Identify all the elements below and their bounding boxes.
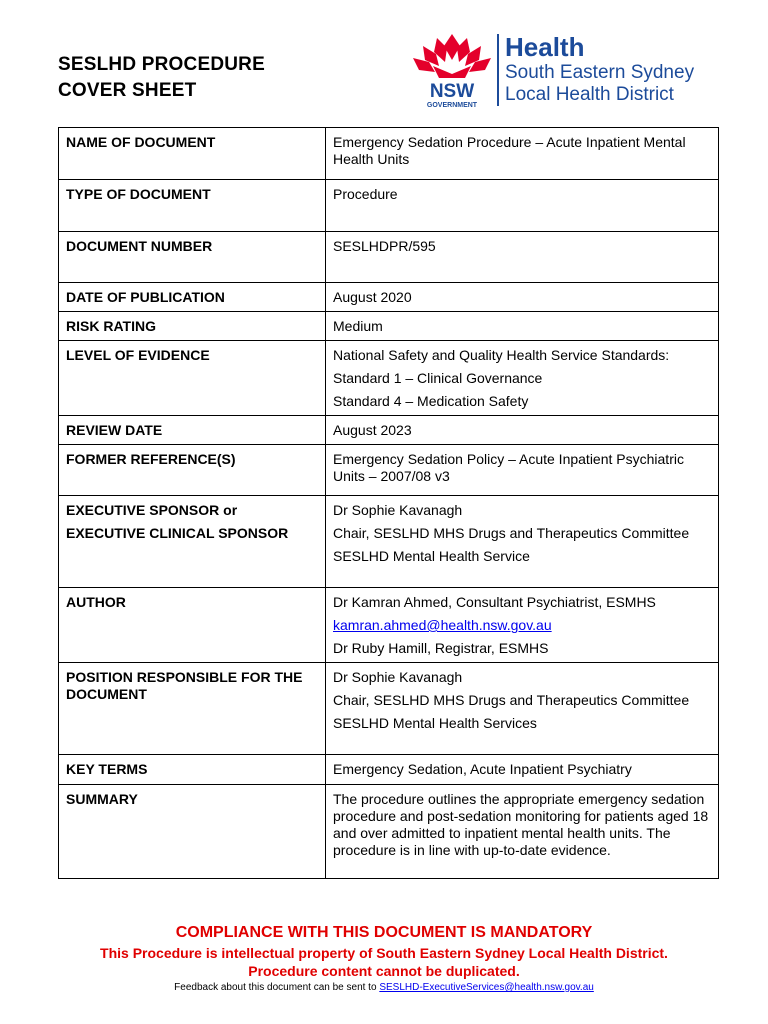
table-row [59,180,719,232]
table-row [59,283,719,312]
ip-notice-line-2: Procedure content cannot be duplicated. [248,963,520,979]
ip-notice-line-1: This Procedure is intellectual property of South Eastern Sydney Local Health District. [100,945,668,961]
table-row [59,232,719,283]
table-row [59,755,719,785]
page-title [58,52,265,104]
feedback-line [0,982,768,993]
row-label: DOCUMENT NUMBER [59,232,326,283]
row-value: Emergency Sedation Policy – Acute Inpatient Psychiatric Units – 2007/08 v3 [326,445,719,496]
logo-government: GOVERNMENT [426,102,478,109]
mandatory-notice: COMPLIANCE WITH THIS DOCUMENT IS MANDATORY [175,924,593,941]
row-value: Dr Sophie Kavanagh Chair, SESLHD MHS Drugs and Therapeutics Committee SESLHD Mental Health Service [326,496,719,588]
logo-district-line-2: Local Health District [505,84,674,105]
table-row [59,588,719,663]
table-row [59,312,719,341]
table-row [59,785,719,879]
row-value: Emergency Sedation, Acute Inpatient Psychiatry [326,755,719,785]
row-label: TYPE OF DOCUMENT [59,180,326,232]
logo-text [505,32,694,106]
ip-notice [0,944,768,980]
row-label: LEVEL OF EVIDENCE [59,341,326,416]
logo-health: Health [505,32,585,62]
table-row [59,445,719,496]
row-value: SESLHDPR/595 [326,232,719,283]
row-value: Emergency Sedation Procedure – Acute Inpatient Mental Health Units [326,128,719,180]
row-value: Medium [326,312,719,341]
table-row [59,416,719,445]
row-value: The procedure outlines the appropriate emergency sedation procedure and post-sedation monitoring for patients aged 18 and over admitted to inpatient mental health units. The procedure is in line with up-to-date evidence. [326,785,719,879]
row-label: FORMER REFERENCE(S) [59,445,326,496]
row-value: Dr Kamran Ahmed, Consultant Psychiatrist, ESMHS kamran.ahmed@health.nsw.gov.au Dr Ruby Hamill, Registrar, ESMHS [326,588,719,663]
row-label: RISK RATING [59,312,326,341]
row-label: KEY TERMS [59,755,326,785]
table-row [59,128,719,180]
table-row [59,341,719,416]
row-label: REVIEW DATE [59,416,326,445]
feedback-email-link[interactable]: SESLHD-ExecutiveServices@health.nsw.gov.au [379,982,594,993]
logo-nsw: NSW [429,81,475,102]
title-line-1: SESLHD PROCEDURE [58,54,265,75]
row-label: AUTHOR [59,588,326,663]
row-value: Procedure [326,180,719,232]
row-label: SUMMARY [59,785,326,879]
cover-sheet-table [58,127,719,879]
waratah-icon [409,30,495,110]
row-value: Dr Sophie Kavanagh Chair, SESLHD MHS Drugs and Therapeutics Committee SESLHD Mental Health Services [326,663,719,755]
row-value: August 2023 [326,416,719,445]
logo-district-line-1: South Eastern Sydney [505,62,695,83]
row-value: National Safety and Quality Health Service Standards: Standard 1 – Clinical Governance Standard 4 – Medication Safety [326,341,719,416]
author-email-link[interactable]: kamran.ahmed@health.nsw.gov.au [333,617,552,633]
feedback-text: Feedback about this document can be sent to [174,982,377,993]
row-label: DATE OF PUBLICATION [59,283,326,312]
title-line-2: COVER SHEET [58,80,197,101]
row-label: EXECUTIVE SPONSOR or EXECUTIVE CLINICAL SPONSOR [59,496,326,588]
row-label: NAME OF DOCUMENT [59,128,326,180]
row-label: POSITION RESPONSIBLE FOR THE DOCUMENT [59,663,326,755]
table-row [59,496,719,588]
table-row [59,663,719,755]
logo-divider [497,34,499,106]
nsw-health-logo [409,30,729,110]
row-value: August 2020 [326,283,719,312]
